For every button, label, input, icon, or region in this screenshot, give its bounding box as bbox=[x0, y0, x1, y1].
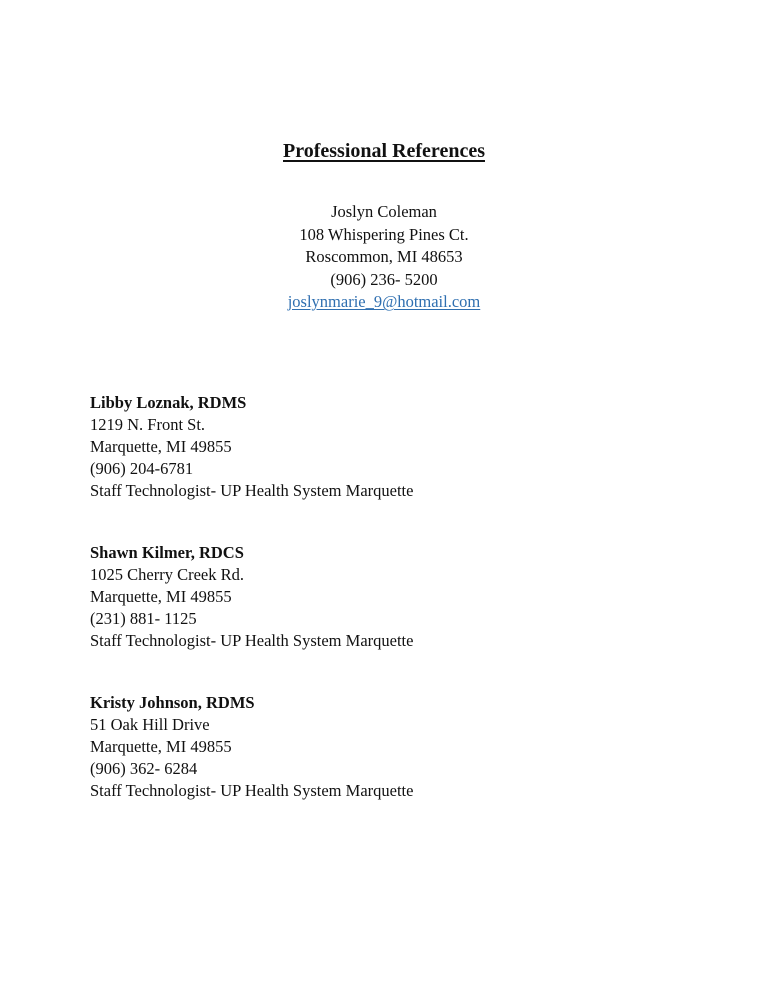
reference-street: 1219 N. Front St. bbox=[90, 415, 206, 434]
reference-city: Marquette, MI 49855 bbox=[90, 587, 232, 606]
applicant-phone: (906) 236- 5200 bbox=[330, 269, 438, 289]
reference-phone: (231) 881- 1125 bbox=[90, 609, 197, 628]
page-title: Professional References bbox=[283, 140, 485, 162]
reference-city: Marquette, MI 49855 bbox=[90, 437, 232, 456]
reference-entry bbox=[90, 692, 690, 802]
reference-entry bbox=[90, 542, 690, 652]
applicant-city: Roscommon, MI 48653 bbox=[305, 247, 463, 266]
reference-entry bbox=[90, 392, 690, 502]
applicant-contact-block bbox=[0, 201, 768, 314]
applicant-name: Joslyn Coleman bbox=[331, 202, 437, 221]
reference-phone: (906) 204-6781 bbox=[90, 459, 194, 478]
reference-street: 1025 Cherry Creek Rd. bbox=[90, 565, 244, 584]
reference-position: Staff Technologist- UP Health System Marquette bbox=[90, 631, 414, 650]
reference-position: Staff Technologist- UP Health System Marquette bbox=[90, 481, 414, 500]
references-list bbox=[90, 392, 690, 842]
reference-name: Kristy Johnson, RDMS bbox=[90, 693, 255, 712]
reference-phone: (906) 362- 6284 bbox=[90, 759, 198, 778]
reference-city: Marquette, MI 49855 bbox=[90, 737, 232, 756]
applicant-email-link[interactable]: joslynmarie_9@hotmail.com bbox=[287, 292, 481, 311]
reference-name: Libby Loznak, RDMS bbox=[90, 393, 247, 412]
reference-name: Shawn Kilmer, RDCS bbox=[90, 543, 244, 562]
applicant-street: 108 Whispering Pines Ct. bbox=[299, 224, 469, 244]
reference-street: 51 Oak Hill Drive bbox=[90, 715, 210, 734]
reference-position: Staff Technologist- UP Health System Marquette bbox=[90, 781, 414, 800]
